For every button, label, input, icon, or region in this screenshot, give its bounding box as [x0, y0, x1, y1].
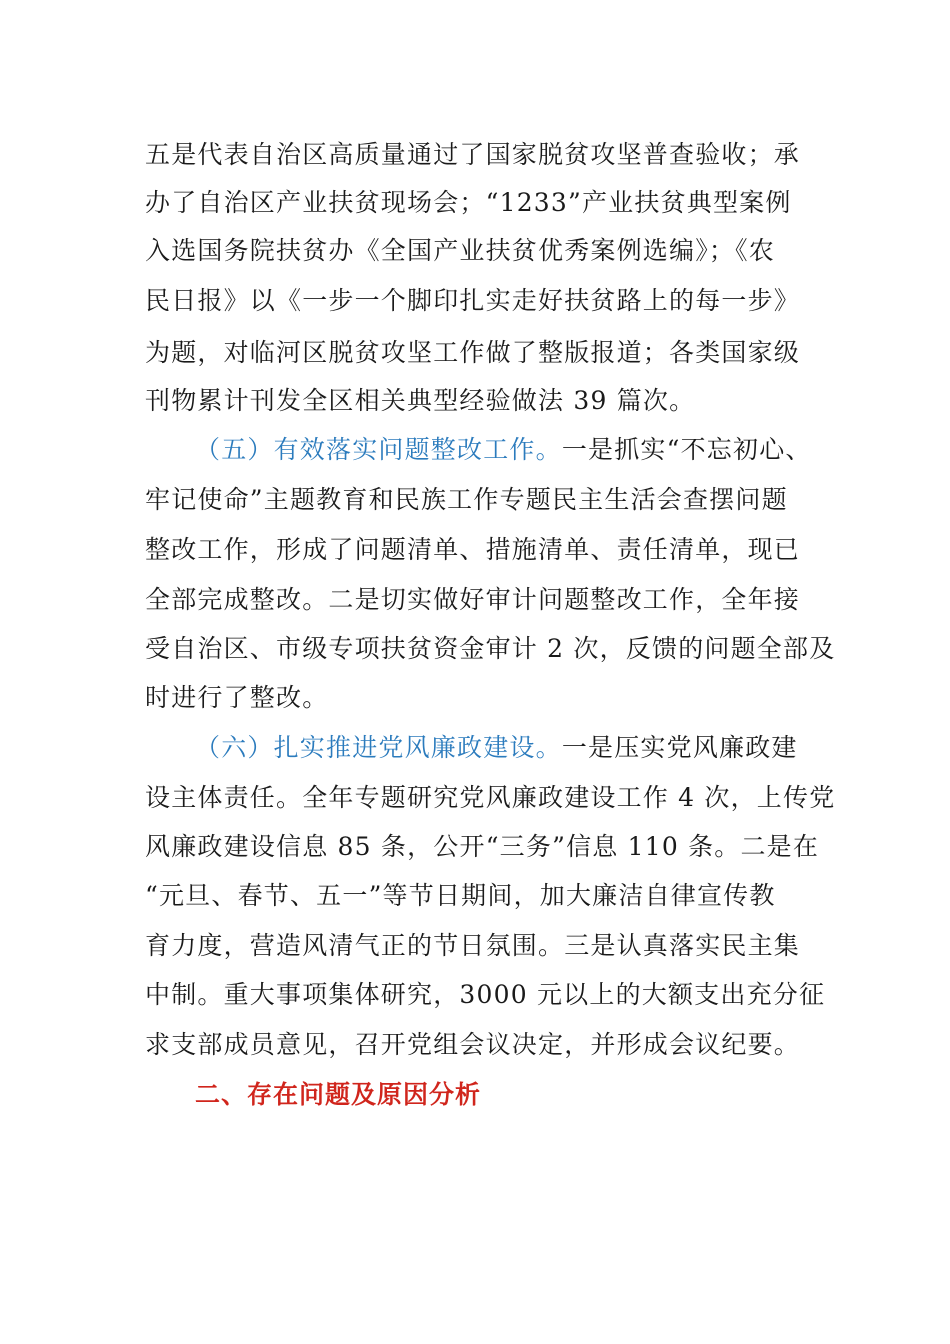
section5-line-5: 受自治区、市级专项扶贫资金审计 2 次，反馈的问题全部及: [145, 634, 836, 663]
section6-line-4: “元旦、春节、五一”等节日期间，加大廉洁自律宣传教: [145, 881, 776, 910]
section6-line-5: 育力度，营造风清气正的节日氛围。三是认真落实民主集: [145, 931, 801, 960]
paragraph1-line-1: 五是代表自治区高质量通过了国家脱贫攻坚普查验收；承: [145, 140, 801, 169]
section5-line-6: 时进行了整改。: [145, 683, 329, 712]
section5-line-3: 整改工作，形成了问题清单、措施清单、责任清单，现已: [145, 535, 801, 564]
paragraph1-line-5: 为题，对临河区脱贫攻坚工作做了整版报道；各类国家级: [145, 338, 801, 367]
section6-first-line-rest: 一是压实党风廉政建: [561, 733, 798, 762]
paragraph1-line-6: 刊物累计刊发全区相关典型经验做法 39 篇次。: [145, 386, 696, 415]
section5-first-line: [195, 435, 812, 465]
paragraph1-line-3: 入选国务院扶贫办《全国产业扶贫优秀案例选编》；《农: [145, 236, 776, 265]
section-two-heading: 二、存在问题及原因分析: [195, 1080, 482, 1109]
section5-first-line-rest: 一是抓实“不忘初心、: [561, 435, 812, 464]
section6-line-3: 风廉政建设信息 85 条，公开“三务”信息 110 条。二是在: [145, 832, 820, 861]
section5-heading: （五）有效落实问题整改工作。: [195, 435, 562, 464]
section6-line-6: 中制。重大事项集体研究，3000 元以上的大额支出充分征: [145, 980, 826, 1009]
section6-heading: （六）扎实推进党风廉政建设。: [195, 733, 562, 762]
section6-line-7: 求支部成员意见，召开党组会议决定，并形成会议纪要。: [145, 1030, 801, 1059]
section5-line-2: 牢记使命”主题教育和民族工作专题民主生活会查摆问题: [145, 485, 788, 514]
section5-line-4: 全部完成整改。二是切实做好审计问题整改工作，全年接: [145, 585, 801, 614]
section6-first-line: [195, 733, 798, 763]
paragraph1-line-4: 民日报》以《一步一个脚印扎实走好扶贫路上的每一步》: [145, 286, 801, 315]
section6-line-2: 设主体责任。全年专题研究党风廉政建设工作 4 次，上传党: [145, 783, 836, 812]
paragraph1-line-2: 办了自治区产业扶贫现场会；“1233”产业扶贫典型案例: [145, 188, 792, 217]
